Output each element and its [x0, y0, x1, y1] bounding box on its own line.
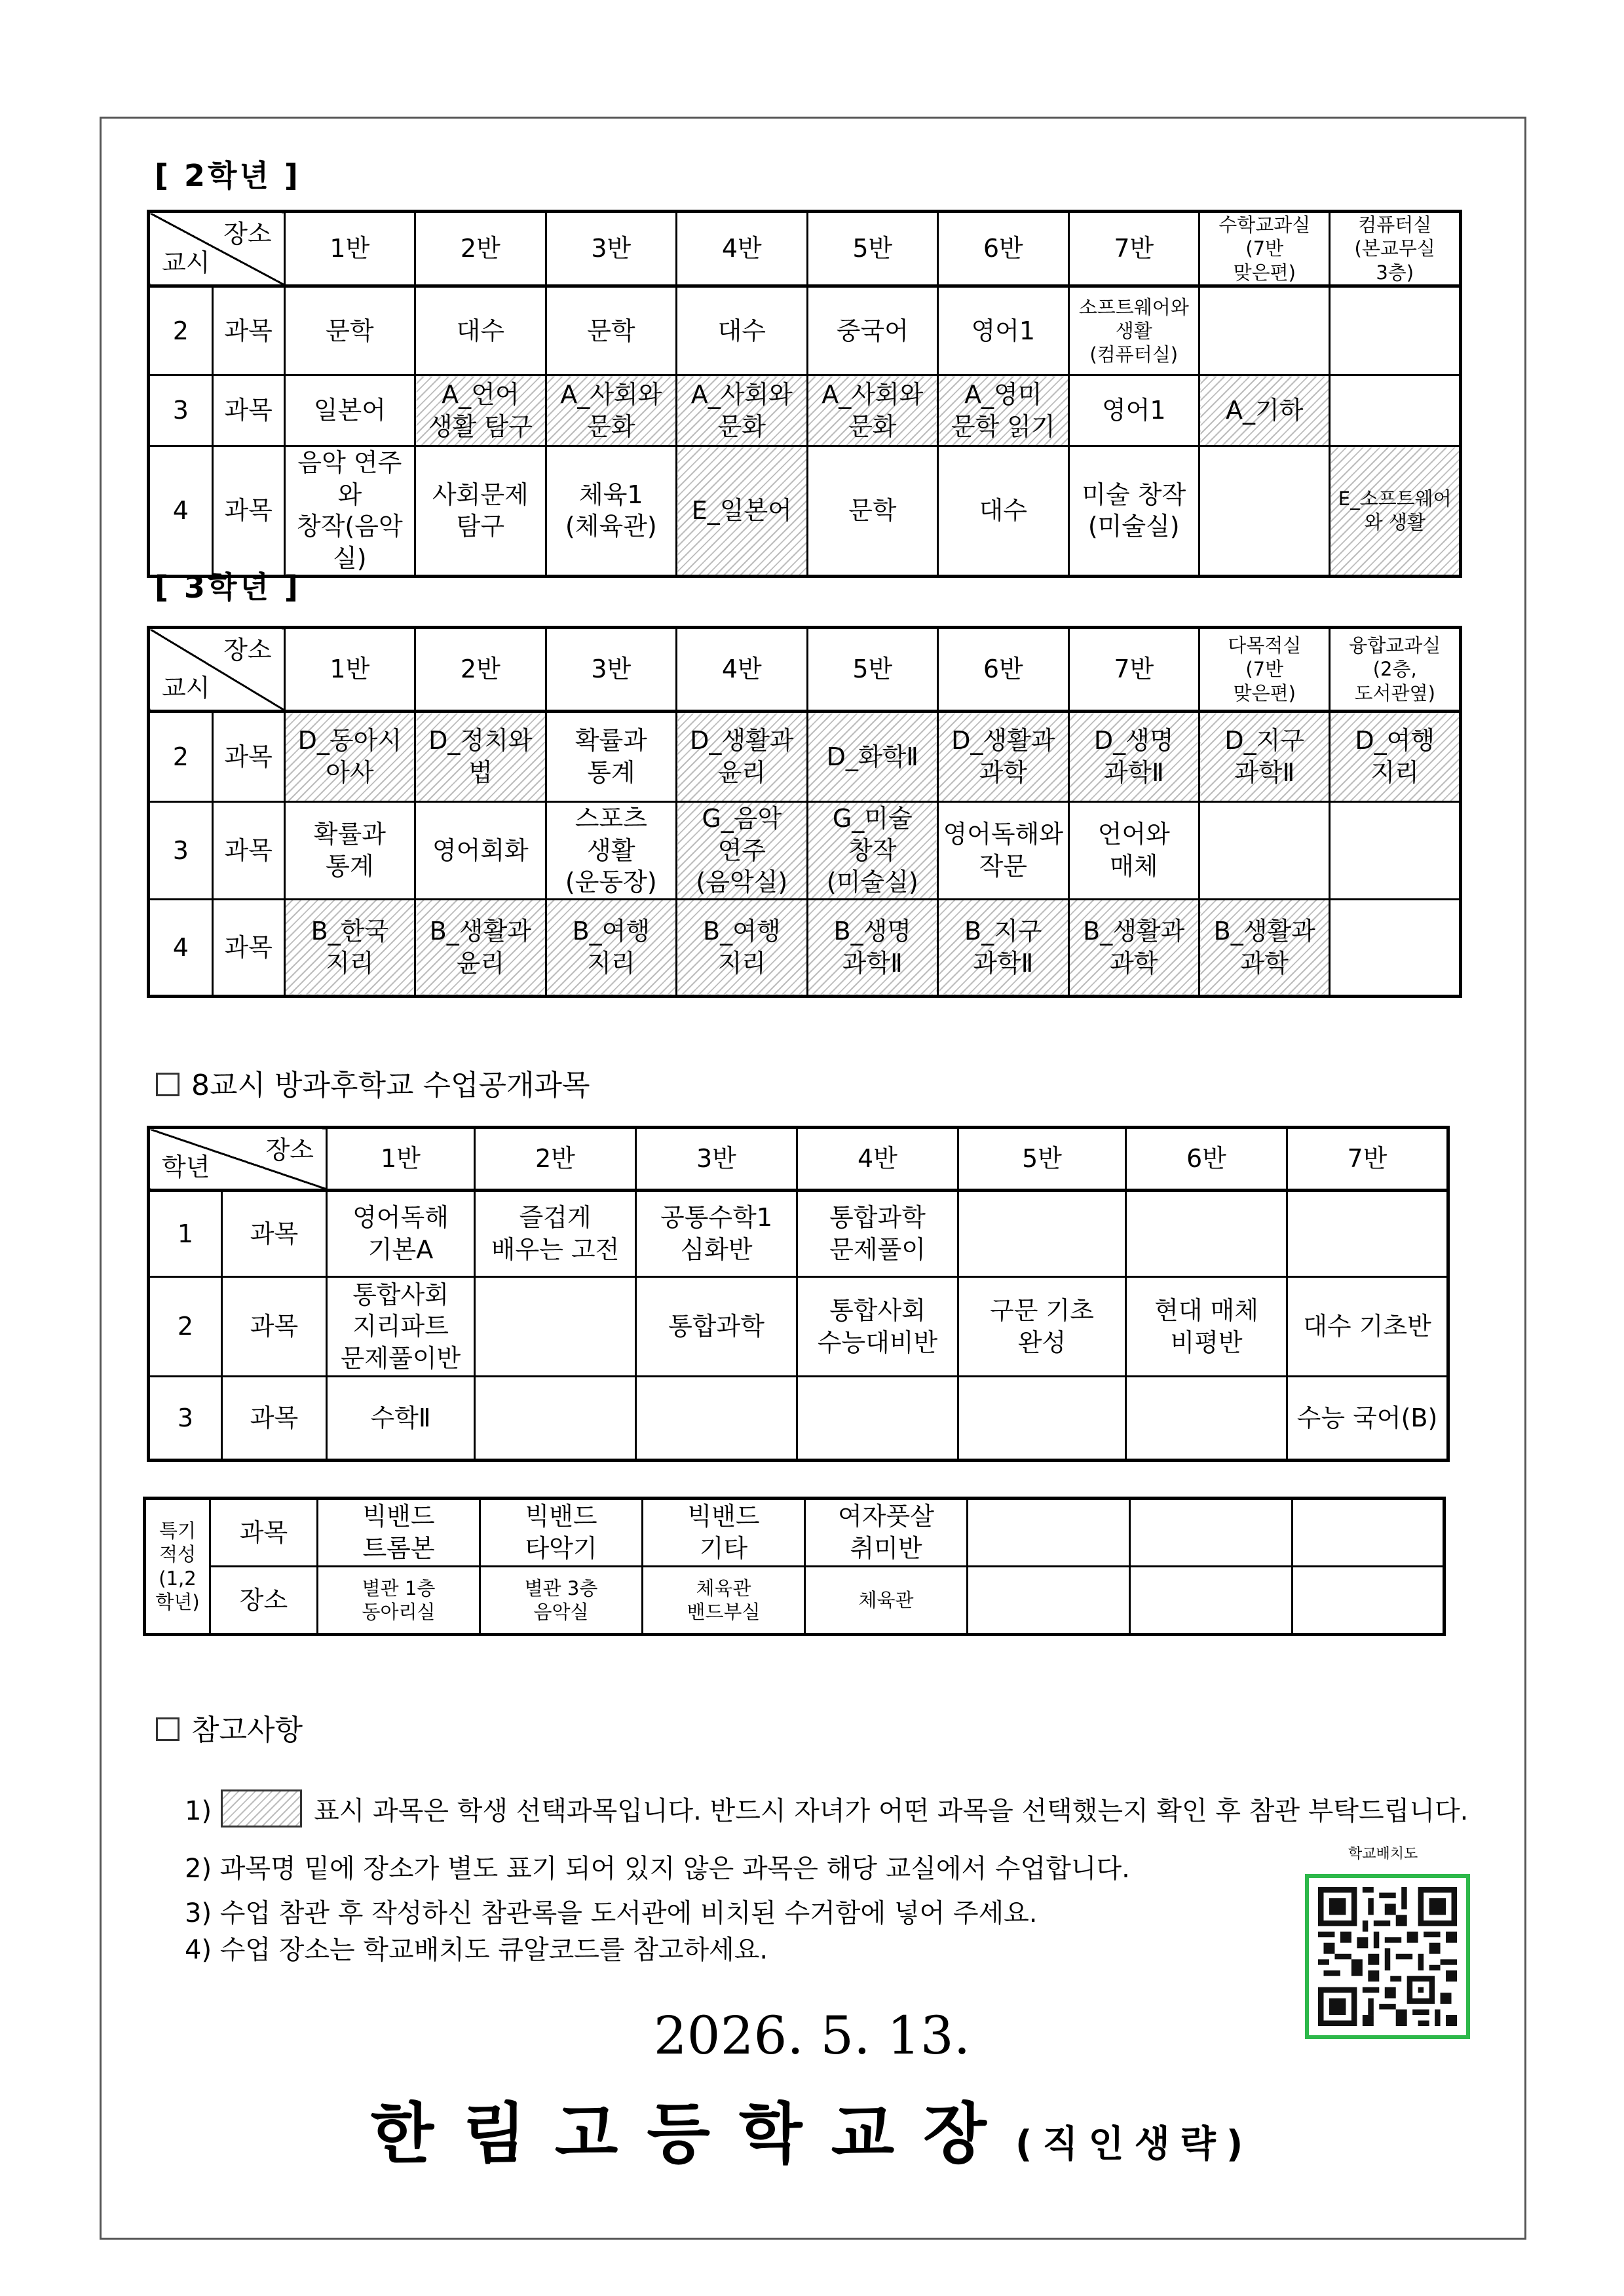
- club-subject-cell: [968, 1499, 1130, 1567]
- course-cell: 통합과학: [636, 1277, 797, 1377]
- course-cell: 영어독해 기본A: [327, 1191, 475, 1277]
- grade3-timetable: [147, 626, 1462, 998]
- column-header: 5반: [958, 1128, 1126, 1191]
- column-header: 7반: [1068, 628, 1199, 712]
- table-row: [149, 712, 1461, 802]
- column-header: 융합교과실 (2층, 도서관옆): [1330, 628, 1461, 712]
- subject-cell: B_여행 지리: [677, 899, 807, 996]
- course-cell: [1126, 1191, 1287, 1277]
- subject-cell: D_동아시 아사: [284, 712, 415, 802]
- grade-number: 2: [149, 1277, 222, 1377]
- period-number: 4: [149, 899, 213, 996]
- subject-cell: B_여행 지리: [546, 899, 676, 996]
- grade-number: 1: [149, 1191, 222, 1277]
- club-place-cell: [1130, 1567, 1293, 1635]
- period-number: 2: [149, 712, 213, 802]
- subject-cell: D_생명 과학Ⅱ: [1068, 712, 1199, 802]
- period-number: 2: [149, 286, 213, 375]
- subject-cell: 중국어: [807, 286, 937, 375]
- note-1-number: 1): [185, 1796, 212, 1826]
- table-row: [149, 1277, 1448, 1377]
- notes-title: [156, 1706, 303, 1748]
- corner-place-label: 장소: [223, 636, 272, 664]
- row-label: 과목: [222, 1277, 327, 1377]
- table-row: [145, 1567, 1445, 1635]
- qr-label: 학교배치도: [1348, 1846, 1418, 1862]
- seal-omitted-note: (직인생략): [1015, 2123, 1254, 2166]
- club-place-cell: [968, 1567, 1130, 1635]
- subject-cell: G_미술 창작 (미술실): [807, 802, 937, 900]
- column-header: 3반: [546, 628, 676, 712]
- row-label: 과목: [212, 712, 284, 802]
- afterschool-title: [156, 1062, 590, 1103]
- row-label: 과목: [222, 1377, 327, 1461]
- subject-cell: 영어1: [1068, 375, 1199, 446]
- column-header: 5반: [807, 212, 937, 286]
- course-cell: 수능 국어(B): [1287, 1377, 1448, 1461]
- column-header: 2반: [415, 212, 546, 286]
- subject-cell: A_사회와 문화: [677, 375, 807, 446]
- subject-cell: 사회문제 탐구: [415, 446, 546, 577]
- period-number: 4: [149, 446, 213, 577]
- course-cell: [636, 1377, 797, 1461]
- subject-cell: B_생명 과학Ⅱ: [807, 899, 937, 996]
- subject-cell: 언어와 매체: [1068, 802, 1199, 900]
- subject-cell: 체육1 (체육관): [546, 446, 676, 577]
- subject-cell: D_생활과 과학: [938, 712, 1068, 802]
- club-subject-cell: 빅밴드 트롬본: [318, 1499, 480, 1567]
- table-row: [149, 446, 1461, 577]
- subject-cell: 음악 연주와 창작(음악실): [284, 446, 415, 577]
- row-label: 과목: [210, 1499, 318, 1567]
- subject-cell: 영어독해와 작문: [938, 802, 1068, 900]
- subject-cell: [1330, 286, 1461, 375]
- subject-cell: 확률과 통계: [284, 802, 415, 900]
- column-header: 7반: [1068, 212, 1199, 286]
- subject-cell: 대수: [677, 286, 807, 375]
- course-cell: [475, 1377, 636, 1461]
- subject-cell: B_생활과 과학: [1199, 899, 1330, 996]
- row-label: 과목: [212, 286, 284, 375]
- subject-cell: B_생활과 과학: [1068, 899, 1199, 996]
- course-cell: 통합사회 지리파트 문제풀이반: [327, 1277, 475, 1377]
- column-header: 6반: [938, 212, 1068, 286]
- subject-cell: A_사회와 문화: [807, 375, 937, 446]
- column-header: 3반: [636, 1128, 797, 1191]
- club-subject-cell: 여자풋살 취미반: [805, 1499, 968, 1567]
- subject-cell: 스포츠 생활 (운동장): [546, 802, 676, 900]
- subject-cell: D_정치와 법: [415, 712, 546, 802]
- afterschool-title-text: 8교시 방과후학교 수업공개과목: [191, 1069, 590, 1102]
- table-row: [149, 375, 1461, 446]
- course-cell: [958, 1191, 1126, 1277]
- course-cell: 통합사회 수능대비반: [797, 1277, 958, 1377]
- course-cell: [797, 1377, 958, 1461]
- period-number: 3: [149, 375, 213, 446]
- subject-cell: A_사회와 문화: [546, 375, 676, 446]
- table-row: [145, 1499, 1445, 1567]
- club-place-cell: [1293, 1567, 1445, 1635]
- course-cell: 공통수학1 심화반: [636, 1191, 797, 1277]
- grade2-title: [ 2학년 ]: [155, 158, 301, 193]
- corner-grade-label: 학년: [162, 1153, 210, 1182]
- table-row: [149, 802, 1461, 900]
- special-aptitude-label: 특기 적성 (1,2 학년): [145, 1499, 210, 1635]
- club-subject-cell: [1293, 1499, 1445, 1567]
- subject-cell: A_기하: [1199, 375, 1330, 446]
- corner-period-label: 교시: [162, 674, 210, 703]
- notes-title-text: 참고사항: [191, 1713, 303, 1747]
- club-place-cell: 체육관 밴드부실: [643, 1567, 805, 1635]
- corner-place-label: 장소: [223, 220, 272, 248]
- corner-place-label: 장소: [265, 1136, 314, 1164]
- column-header: 2반: [475, 1128, 636, 1191]
- club-subject-cell: [1130, 1499, 1293, 1567]
- column-header: 3반: [546, 212, 676, 286]
- subject-cell: D_지구 과학Ⅱ: [1199, 712, 1330, 802]
- club-place-cell: 별관 1층 동아리실: [318, 1567, 480, 1635]
- subject-cell: 문학: [284, 286, 415, 375]
- note-3: 3) 수업 참관 후 작성하신 참관록을 도서관에 비치된 수거함에 넣어 주세요.: [185, 1898, 1038, 1928]
- document-date: 2026. 5. 13.: [653, 2005, 971, 2066]
- table-row: [149, 286, 1461, 375]
- course-cell: [958, 1377, 1126, 1461]
- subject-cell: A_영미 문학 읽기: [938, 375, 1068, 446]
- subject-cell: 미술 창작 (미술실): [1068, 446, 1199, 577]
- column-header: 7반: [1287, 1128, 1448, 1191]
- club-place-cell: 체육관: [805, 1567, 968, 1635]
- grade2-timetable: [147, 210, 1462, 578]
- course-cell: 대수 기초반: [1287, 1277, 1448, 1377]
- corner-period-label: 교시: [162, 248, 210, 278]
- course-cell: 구문 기초 완성: [958, 1277, 1126, 1377]
- row-label: 과목: [212, 446, 284, 577]
- note-2: 2) 과목명 밑에 장소가 별도 표기 되어 있지 않은 과목은 해당 교실에서 수업합니다.: [185, 1854, 1130, 1884]
- subject-cell: D_생활과 윤리: [677, 712, 807, 802]
- subject-cell: D_여행 지리: [1330, 712, 1461, 802]
- grade3-corner-cell: [149, 628, 285, 712]
- club-subject-cell: 빅밴드 기타: [643, 1499, 805, 1567]
- row-label: 과목: [212, 899, 284, 996]
- club-place-cell: 별관 3층 음악실: [480, 1567, 643, 1635]
- column-header: 6반: [1126, 1128, 1287, 1191]
- course-cell: 즐겁게 배우는 고전: [475, 1191, 636, 1277]
- subject-cell: 문학: [807, 446, 937, 577]
- subject-cell: D_화학Ⅱ: [807, 712, 937, 802]
- subject-cell: [1199, 446, 1330, 577]
- subject-cell: 영어회화: [415, 802, 546, 900]
- column-header: 4반: [677, 628, 807, 712]
- course-cell: [1126, 1377, 1287, 1461]
- table-row: [149, 1377, 1448, 1461]
- subject-cell: A_언어 생활 탐구: [415, 375, 546, 446]
- column-header: 6반: [938, 628, 1068, 712]
- column-header: 1반: [284, 212, 415, 286]
- table-row: [149, 899, 1461, 996]
- note-1-text: 표시 과목은 학생 선택과목입니다. 반드시 자녀가 어떤 과목을 선택했는지 확인 후 참관 부탁드립니다.: [314, 1796, 1469, 1826]
- course-cell: 통합과학 문제풀이: [797, 1191, 958, 1277]
- note-1: [185, 1790, 1468, 1831]
- checkbox-square-icon: [156, 1073, 179, 1096]
- club-subject-cell: 빅밴드 타악기: [480, 1499, 643, 1567]
- subject-cell: 문학: [546, 286, 676, 375]
- column-header: 2반: [415, 628, 546, 712]
- subject-cell: [1199, 802, 1330, 900]
- grade2-corner-cell: [149, 212, 285, 286]
- subject-cell: B_한국 지리: [284, 899, 415, 996]
- row-label: 과목: [222, 1191, 327, 1277]
- period-number: 3: [149, 802, 213, 900]
- row-label: 장소: [210, 1567, 318, 1635]
- subject-cell: B_생활과 윤리: [415, 899, 546, 996]
- course-cell: 수학Ⅱ: [327, 1377, 475, 1461]
- principal-signature: [0, 2081, 1624, 2175]
- column-header: 5반: [807, 628, 937, 712]
- row-label: 과목: [212, 802, 284, 900]
- subject-cell: [1199, 286, 1330, 375]
- subject-cell: B_지구 과학Ⅱ: [938, 899, 1068, 996]
- hatch-legend-swatch: [221, 1789, 302, 1827]
- subject-cell: E_일본어: [677, 446, 807, 577]
- subject-cell: [1330, 802, 1461, 900]
- afterschool-table: [147, 1126, 1450, 1462]
- grade3-title: [ 3학년 ]: [155, 569, 301, 605]
- column-header: 1반: [327, 1128, 475, 1191]
- subject-cell: 대수: [415, 286, 546, 375]
- afterschool-corner-cell: [149, 1128, 327, 1191]
- course-cell: [475, 1277, 636, 1377]
- subject-cell: 확률과 통계: [546, 712, 676, 802]
- column-header: 4반: [797, 1128, 958, 1191]
- subject-cell: 일본어: [284, 375, 415, 446]
- table-row: [149, 1191, 1448, 1277]
- subject-cell: G_음악 연주 (음악실): [677, 802, 807, 900]
- column-header: 4반: [677, 212, 807, 286]
- subject-cell: 대수: [938, 446, 1068, 577]
- subject-cell: 영어1: [938, 286, 1068, 375]
- column-header: 다목적실 (7반 맞은편): [1199, 628, 1330, 712]
- column-header: 컴퓨터실 (본교무실 3층): [1330, 212, 1461, 286]
- column-header: 1반: [284, 628, 415, 712]
- subject-cell: [1330, 899, 1461, 996]
- course-cell: 현대 매체 비평반: [1126, 1277, 1287, 1377]
- checkbox-square-icon: [156, 1717, 179, 1741]
- special-aptitude-table: [143, 1497, 1446, 1636]
- grade-number: 3: [149, 1377, 222, 1461]
- row-label: 과목: [212, 375, 284, 446]
- principal-title: 한림고등학교장: [370, 2095, 1015, 2172]
- subject-cell: E_소프트웨어 와 생활: [1330, 446, 1461, 577]
- subject-cell: 소프트웨어와 생활 (컴퓨터실): [1068, 286, 1199, 375]
- column-header: 수학교과실 (7반 맞은편): [1199, 212, 1330, 286]
- course-cell: [1287, 1191, 1448, 1277]
- subject-cell: [1330, 375, 1461, 446]
- note-4: 4) 수업 장소는 학교배치도 큐알코드를 참고하세요.: [185, 1935, 768, 1965]
